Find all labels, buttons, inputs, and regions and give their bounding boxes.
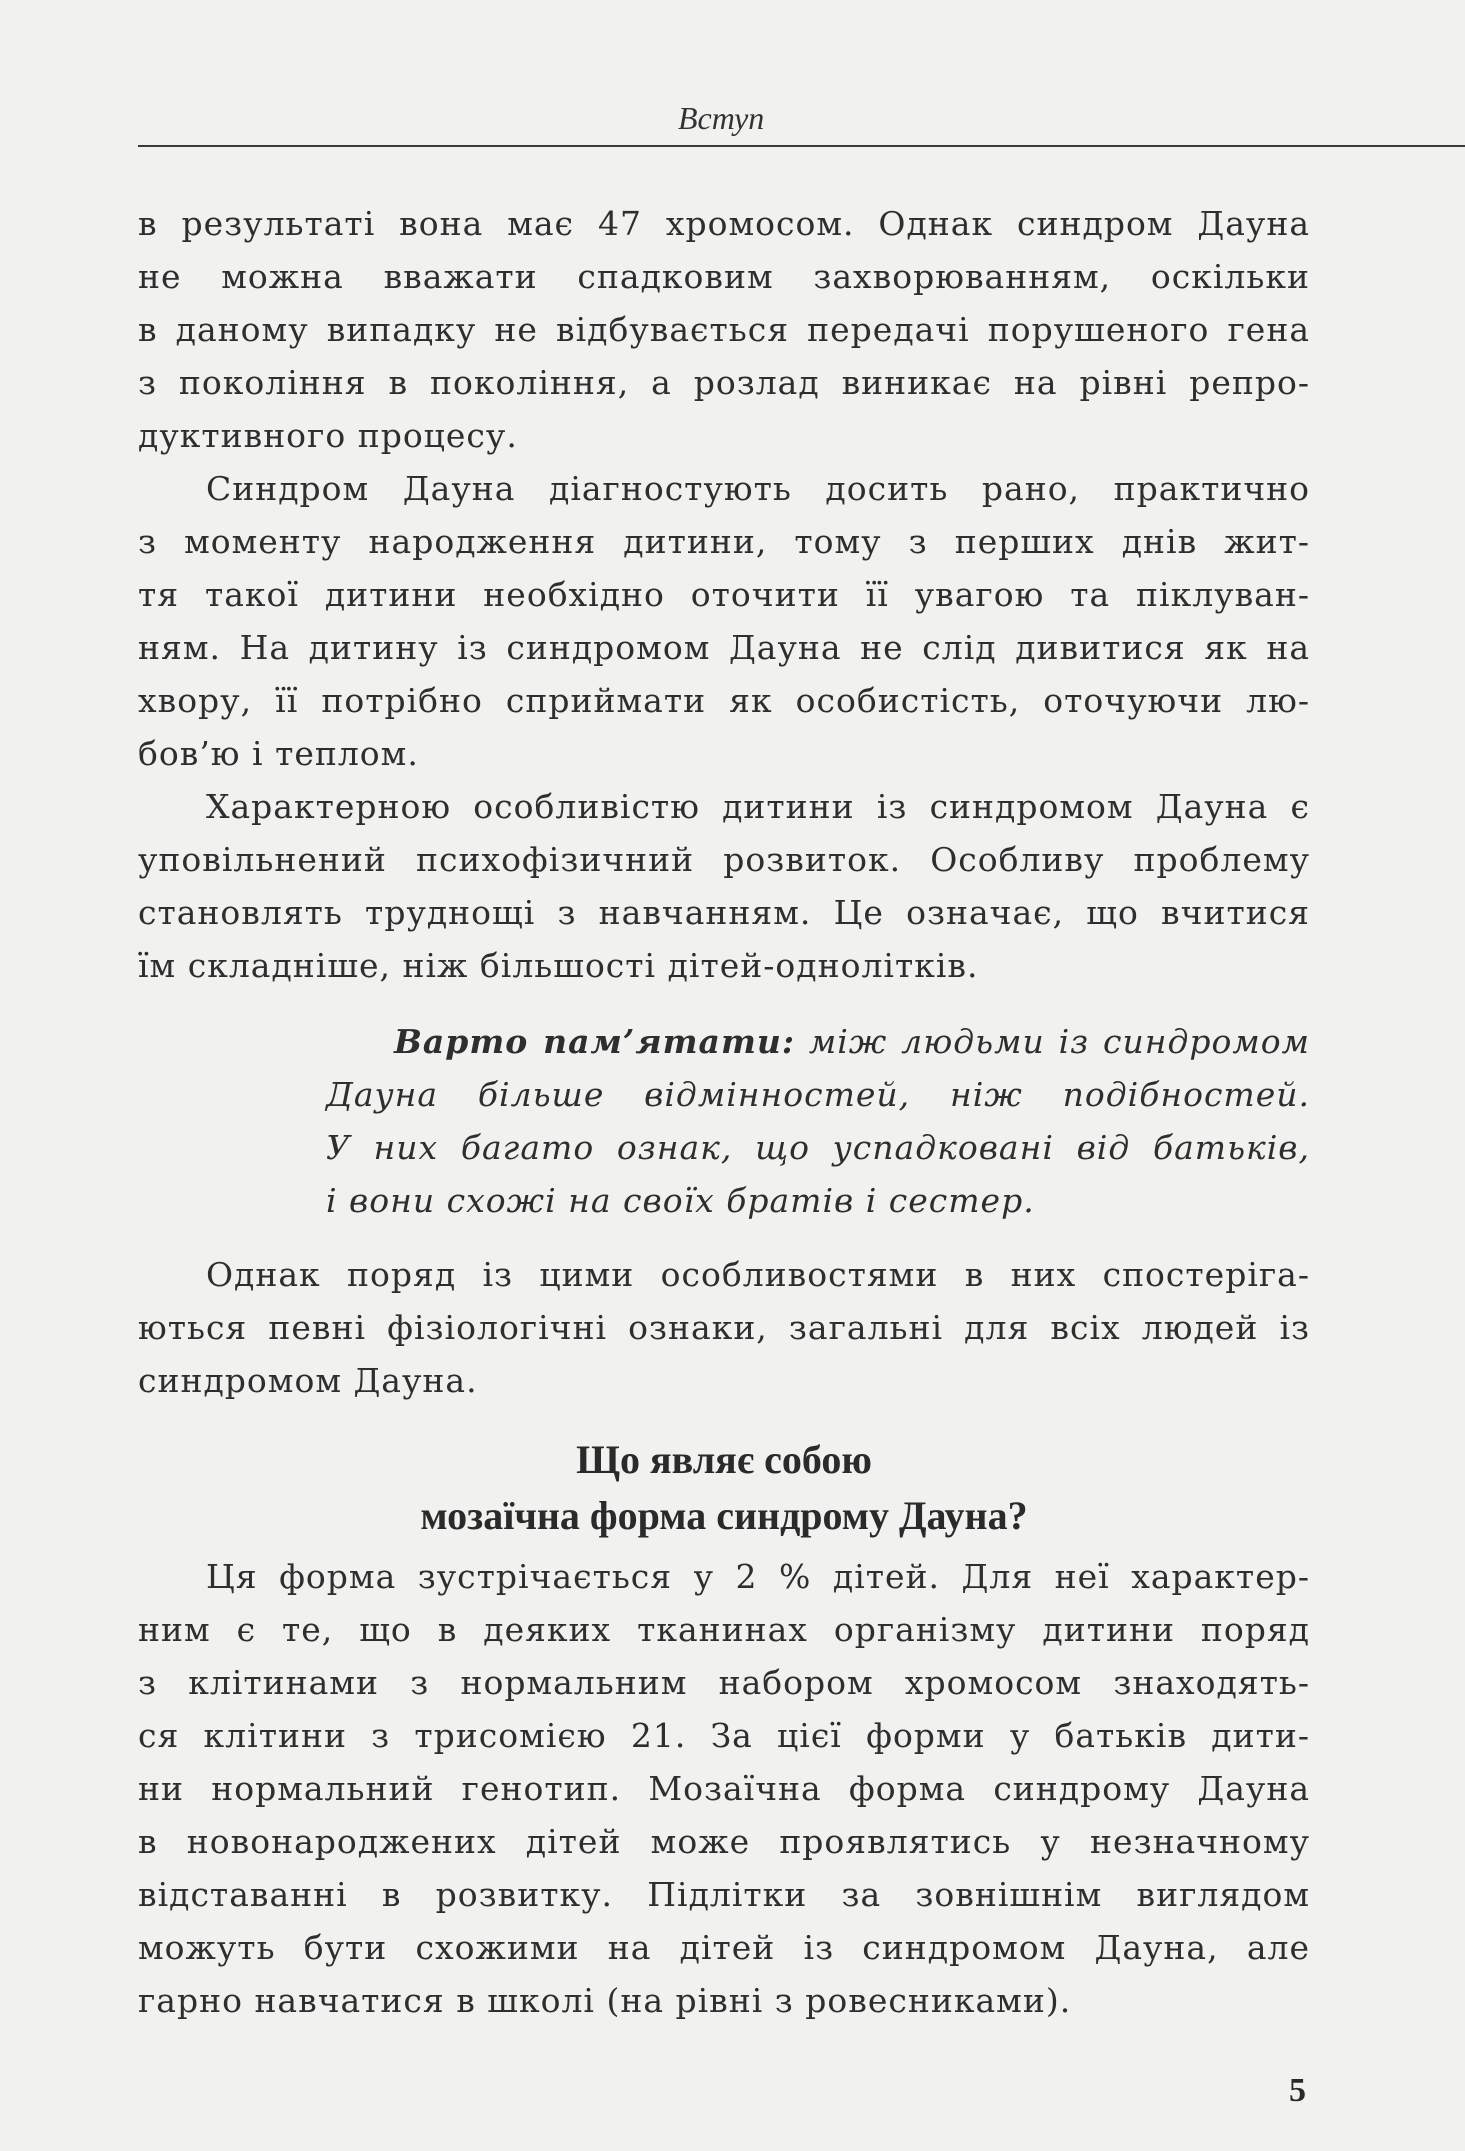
note-line: У них багато ознак, що успадковані від батьків, [326,1128,1310,1167]
remember-note [326,1015,1310,1227]
note-line [326,1015,1310,1068]
text-line: ються певні фізіологічні ознаки, загальні для всіх людей із [138,1308,1310,1347]
text-line: з клітинами з нормальним набором хромосом знаходять- [138,1663,1310,1702]
paragraph-1 [138,197,1310,462]
note-line: Дауна більше відмінностей, ніж подібностей. [326,1075,1310,1114]
text-line: в новонароджених дітей може проявлятись у незначному [138,1822,1310,1861]
section-heading [138,1432,1310,1544]
paragraph-4 [138,1248,1310,1407]
text-line: в результаті вона має 47 хромосом. Однак синдром Дауна [138,204,1310,243]
header-rule [138,145,1465,147]
text-line: ним є те, що в деяких тканинах організму дитини поряд [138,1610,1310,1649]
paragraph-3 [138,780,1310,992]
text-line: в даному випадку не відбувається передачі порушеного гена [138,310,1310,349]
text-line: уповільнений психофізичний розвиток. Особливу проблему [138,840,1310,879]
section-heading-line-2: мозаїчна форма синдрому Дауна? [420,1493,1028,1538]
note-lead: Варто пам’ятати: [394,1022,796,1061]
text-line: гарно навчатися в школі (на рівні з ровесниками). [138,1981,1072,2020]
text-line: Характерною особливістю дитини із синдромом Дауна є [206,787,1310,826]
note-line-1-rest: між людьми із синдромом [795,1022,1310,1061]
text-line: відставанні в розвитку. Підлітки за зовнішнім виглядом [138,1875,1310,1914]
text-line: становлять труднощі з навчанням. Це означає, що вчитися [138,893,1310,932]
text-line: ся клітини з трисомією 21. За цієї форми у батьків дити- [138,1716,1310,1755]
text-line: з моменту народження дитини, тому з перших днів жит- [138,522,1310,561]
text-line: хвору, її потрібно сприймати як особистість, оточуючи лю- [138,681,1310,720]
text-line: Однак поряд із цими особливостями в них спостеріга- [206,1255,1310,1294]
section-heading-line-1: Що являє собою [576,1437,872,1482]
text-line: не можна вважати спадковим захворюванням, оскільки [138,257,1310,296]
text-line: Синдром Дауна діагностують досить рано, практично [206,469,1310,508]
paragraph-5 [138,1550,1310,2027]
text-line: Ця форма зустрічається у 2 % дітей. Для неї характер- [206,1557,1310,1596]
text-line: ням. На дитину із синдромом Дауна не слід дивитися як на [138,628,1310,667]
note-line: і вони схожі на своїх братів і сестер. [326,1181,1035,1220]
text-line: з покоління в покоління, а розлад виникає на рівні репро- [138,363,1310,402]
running-head: Вступ [678,100,765,136]
text-line: тя такої дитини необхідно оточити її увагою та піклуван- [138,575,1310,614]
paragraph-2 [138,462,1310,780]
text-line: їм складніше, ніж більшості дітей-однолітків. [138,946,979,985]
text-line: можуть бути схожими на дітей із синдромом Дауна, але [138,1928,1310,1967]
text-line: синдромом Дауна. [138,1361,478,1400]
text-line: ни нормальний генотип. Мозаїчна форма синдрому Дауна [138,1769,1310,1808]
text-line: дуктивного процесу. [138,416,518,455]
page-number: 5 [1289,2072,1306,2109]
text-line: бов’ю і теплом. [138,734,419,773]
